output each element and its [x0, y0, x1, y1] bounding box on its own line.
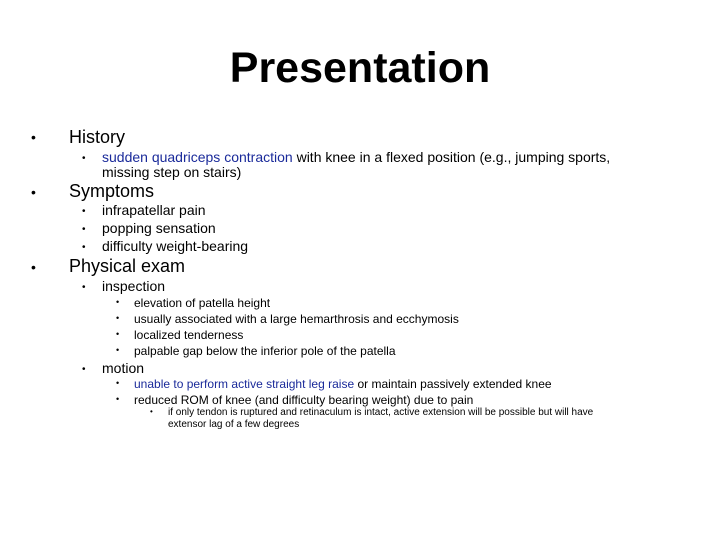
bullet-physical-exam: • — [31, 259, 36, 275]
history-item-text: with knee in a flexed position (e.g., jumping sports, — [292, 149, 611, 165]
history-item-highlight: sudden quadriceps contraction — [102, 149, 293, 165]
motion-sub-item-line-1: if only tendon is ruptured and retinaculum is intact, active extension will be possible but will have — [168, 407, 594, 418]
motion-item-highlight: unable to perform active straight leg raise — [134, 377, 355, 391]
bullet-inspection-3: • — [116, 329, 120, 339]
inspection-item: localized tenderness — [134, 328, 244, 342]
bullet-motion-sub: • — [150, 407, 153, 416]
bullet-inspection-2: • — [116, 313, 120, 323]
bullet-motion-2: • — [116, 394, 120, 404]
motion-label: motion — [102, 360, 145, 376]
slide-title: Presentation — [229, 44, 491, 92]
symptom-item: popping sensation — [102, 220, 216, 236]
bullet-symptom-1: • — [82, 206, 86, 217]
history-item-line-2: missing step on stairs) — [102, 164, 242, 180]
inspection-label: inspection — [102, 278, 166, 294]
motion-sub-item-line-2: extensor lag of a few degrees — [168, 419, 300, 430]
inspection-item: usually associated with a large hemarthrosis and ecchymosis — [134, 312, 459, 326]
symptom-item: infrapatellar pain — [102, 202, 206, 218]
bullet-inspection-1: • — [116, 297, 120, 307]
bullet-symptom-2: • — [82, 224, 86, 235]
bullet-history: • — [31, 129, 36, 145]
motion-item-text: or maintain passively extended knee — [354, 377, 552, 391]
bullet-inspection-4: • — [116, 345, 120, 355]
inspection-item: palpable gap below the inferior pole of the patella — [134, 344, 396, 358]
bullet-inspection: • — [82, 282, 86, 293]
inspection-item: elevation of patella height — [134, 296, 271, 310]
motion-item-2: reduced ROM of knee (and difficulty bearing weight) due to pain — [134, 393, 474, 407]
heading-symptoms: Symptoms — [69, 181, 155, 201]
heading-history: History — [69, 127, 126, 147]
bullet-symptoms: • — [31, 184, 36, 200]
bullet-symptom-3: • — [82, 242, 86, 253]
heading-physical-exam: Physical exam — [69, 256, 186, 276]
bullet-history-item: • — [82, 153, 86, 164]
symptom-item: difficulty weight-bearing — [102, 238, 249, 254]
bullet-motion: • — [82, 364, 86, 375]
motion-item-1 — [134, 376, 552, 392]
bullet-motion-1: • — [116, 378, 120, 388]
